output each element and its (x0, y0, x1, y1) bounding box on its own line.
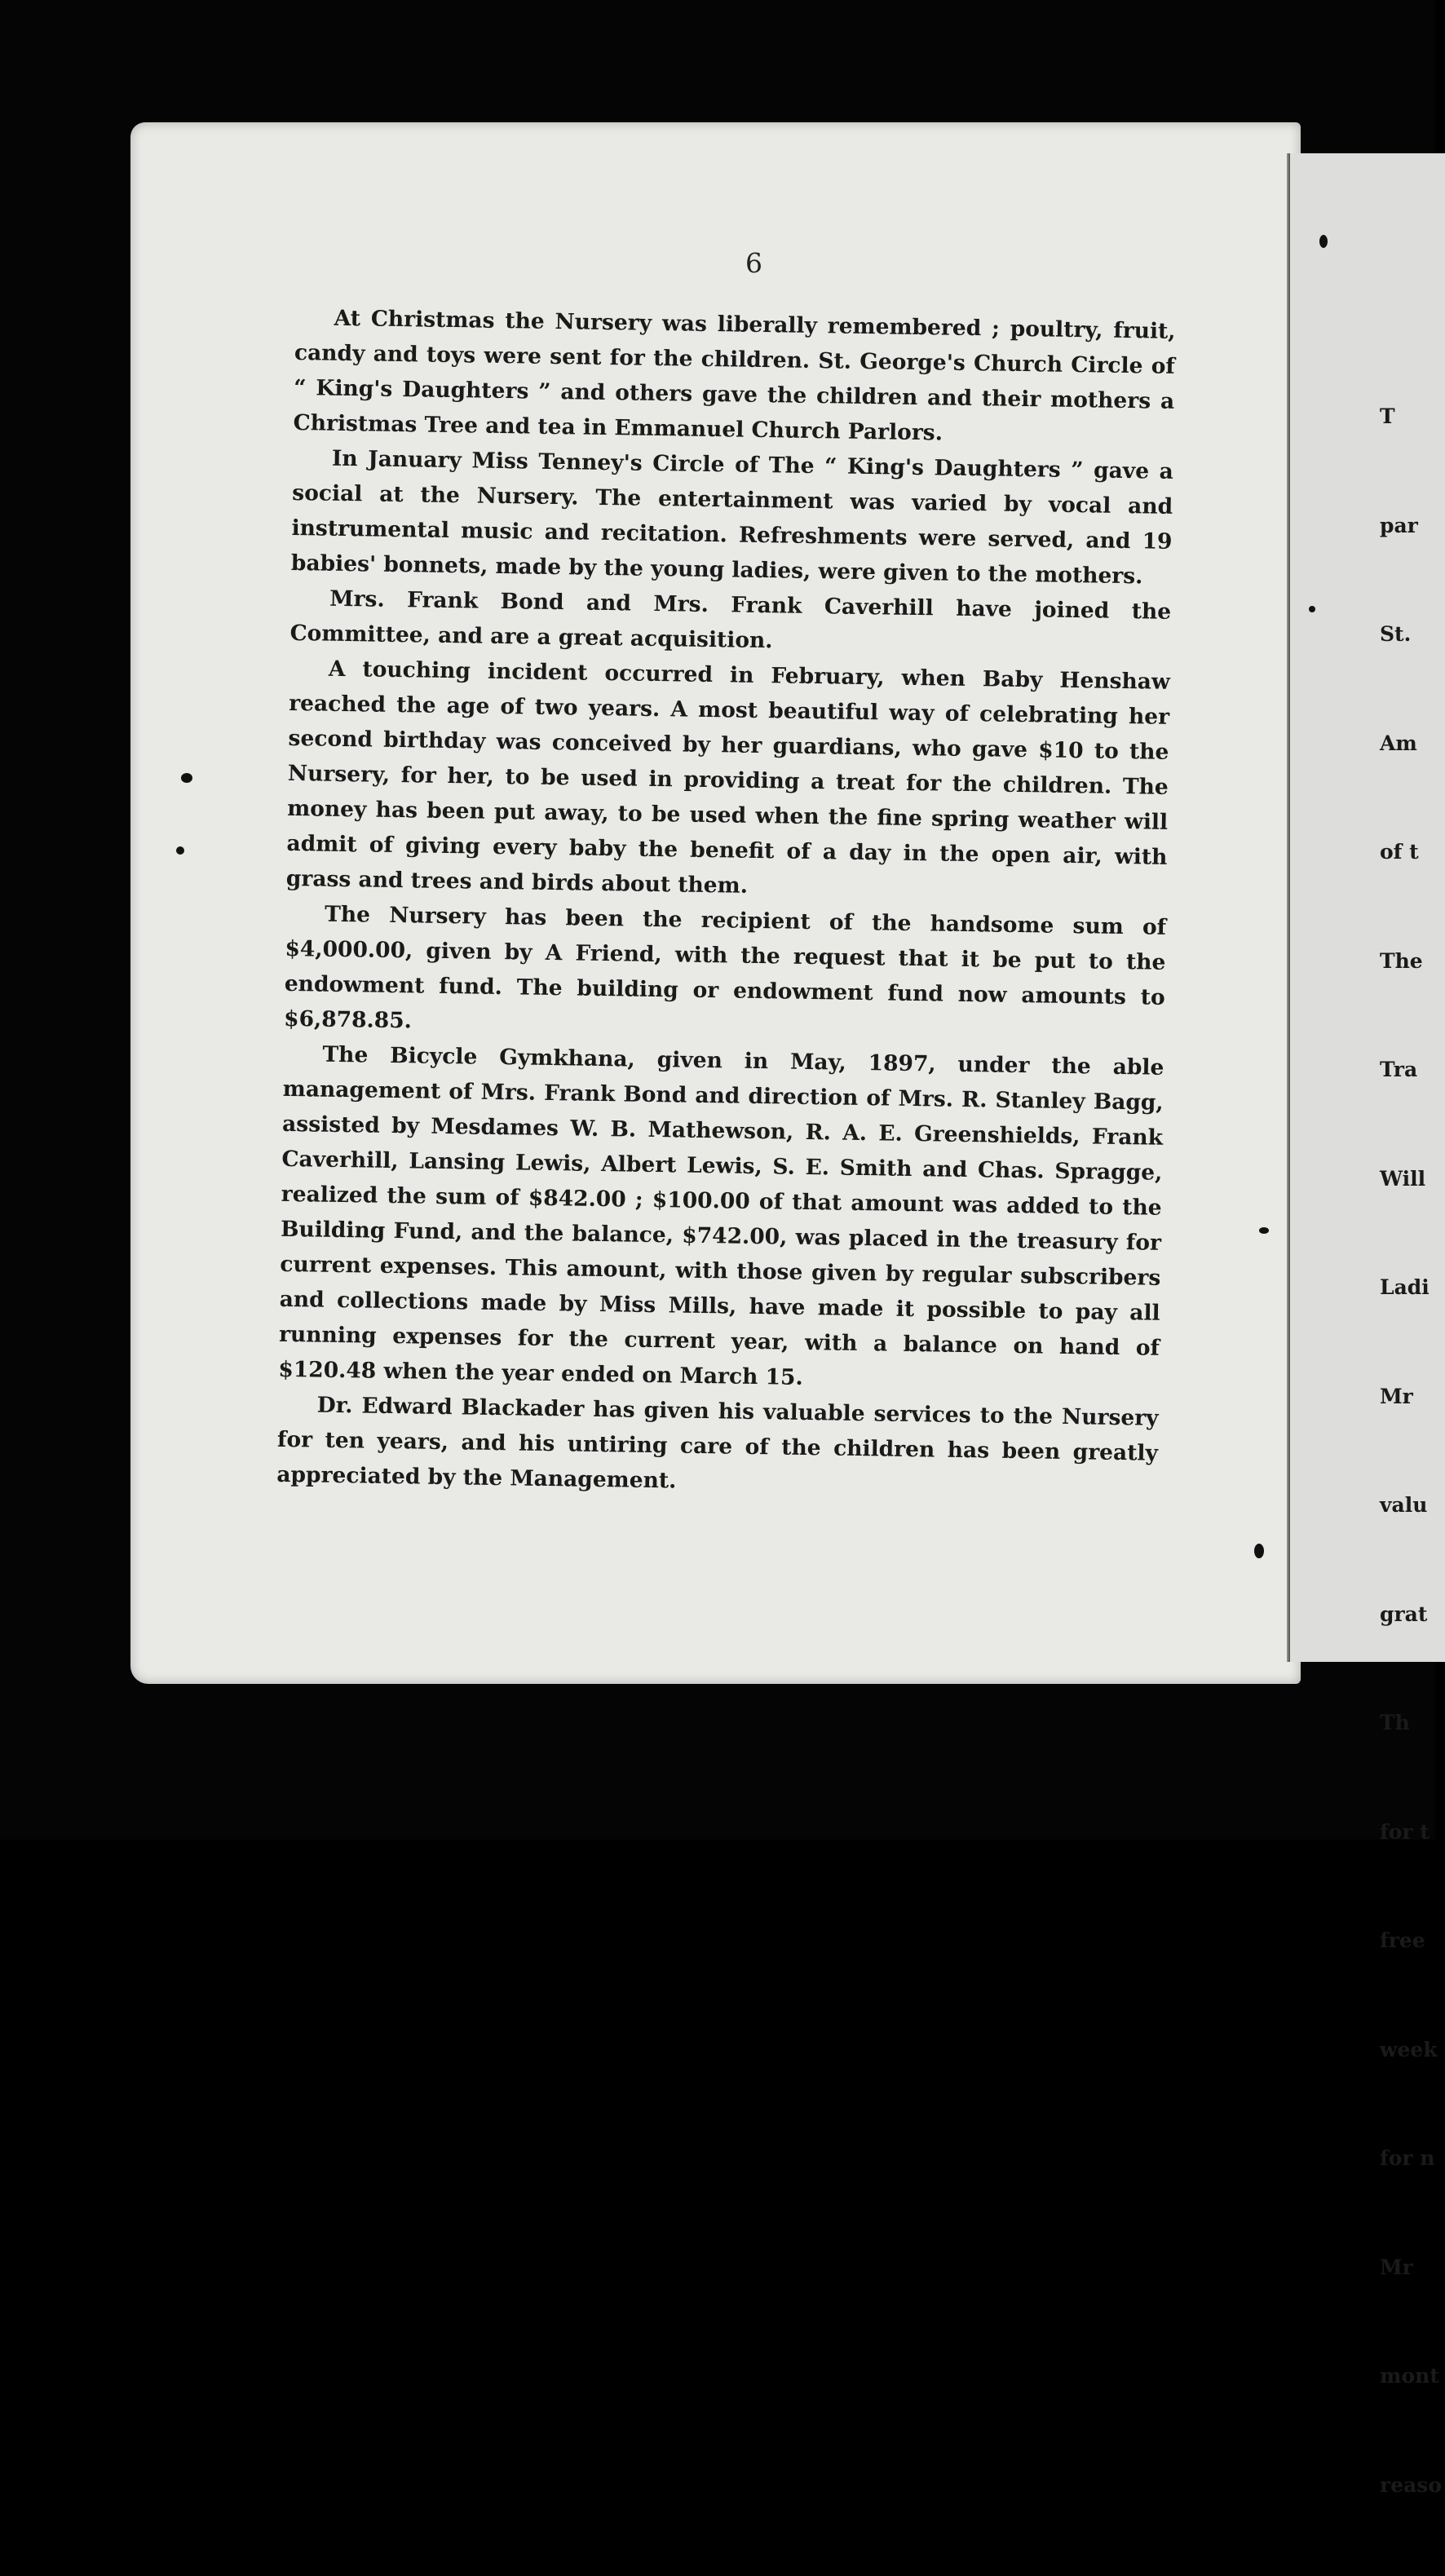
fragment-line: for t (1380, 1819, 1430, 1844)
fragment-line: Tra (1380, 1058, 1418, 1081)
ink-speck (176, 846, 184, 855)
fragment-line: Mr (1380, 2255, 1413, 2279)
fragment-line: week (1380, 2037, 1438, 2061)
paragraph-endowment: The Nursery has been the recipient of the handsome sum of $4,000.00, given by A Friend, with the request that it be put to the endowment fund. The building or endowment fund now amounts to $6,878.85. (283, 901, 1167, 1034)
fragment-line: free (1380, 1929, 1425, 1952)
ink-speck (1319, 235, 1328, 248)
fragment-line: mont (1380, 2364, 1439, 2388)
body-text (276, 300, 1176, 1506)
fragment-line: par (1380, 513, 1418, 537)
fragment-line: Will (1380, 1166, 1426, 1191)
fragment-line: The (1380, 948, 1423, 973)
paragraph-committee: Mrs. Frank Bond and Mrs. Frank Caverhill have joined the Committee, and are a great acquisition. (289, 585, 1172, 654)
fragment-line: T (1380, 404, 1395, 428)
paragraph-gymkhana: The Bicycle Gymkhana, given in May, 1897, under the able management of Mrs. Frank Bond and direction of Mrs. R. Stanley Bagg, assisted by Mesdames W. B. Mathewson, R. A. E. Greenshields, Frank Caverhill, Lansing Lewis, Albert Lewis, S. E. Smith and Chas. Spragge, realized the sum of $842.00 ; $100.00 of that amount was added to the Building Fund, and the balance, $742.00, was placed in the treasury for current expenses. This amount, with those given by regular subscribers and collections made by Miss Mills, have made it possible to pay all running expenses for the current year, with a balance on hand of $120.48 when the year ended on March 15. (278, 1041, 1164, 1390)
fragment-line: Ladi (1380, 1275, 1430, 1299)
fragment-line: Mr (1380, 1384, 1413, 1408)
paragraph-january-social: In January Miss Tenney's Circle of The “ King's Daughters ” gave a social at the Nursery. The entertainment was varied by vocal and instrumental music and recitation. Refreshments were served, and 19 babies' bonnets, made by the young ladies, were given to the mothers. (290, 445, 1174, 590)
ink-speck (181, 773, 192, 783)
paragraph-blackader: Dr. Edward Blackader has given his valuable services to the Nursery for ten years, and his untiring care of the children has been greatly appreciated by the Management. (276, 1392, 1159, 1494)
paragraph-baby-henshaw: A touching incident occurred in February, when Baby Henshaw reached the age of two years. A most beautiful way of celebrating her second birthday was conceived by her guardians, who gave $10 to the Nursery, for her, to be used in providing a treat for the children. The money has been put away, to be used when the fine spring weather will admit of giving every baby the benefit of a day in the open air, with grass and trees and birds about them. (285, 656, 1171, 899)
ink-speck (1259, 1227, 1269, 1234)
right-page-fragments (1380, 326, 1442, 2576)
fragment-line: St. (1380, 622, 1412, 646)
fragment-line: grat (1380, 1602, 1428, 1626)
ink-speck (1254, 1544, 1264, 1558)
paragraph-christmas: At Christmas the Nursery was liberally remembered ; poultry, fruit, candy and toys were sent for the children. St. George's Church Circle of “ King's Daughters ” and others gave the children and their mothers a Christmas Tree and tea in Emmanuel Church Parlors. (293, 305, 1176, 446)
fragment-line: Am (1380, 731, 1417, 755)
fragment-line: for n (1380, 2146, 1435, 2170)
fragment-line: Th (1380, 1711, 1410, 1734)
fragment-line: of t (1380, 840, 1419, 864)
fragment-line: reaso (1380, 2472, 1443, 2497)
page-number: 6 (745, 247, 762, 279)
fragment-line: valu (1380, 1493, 1428, 1517)
ink-speck (1309, 606, 1315, 612)
